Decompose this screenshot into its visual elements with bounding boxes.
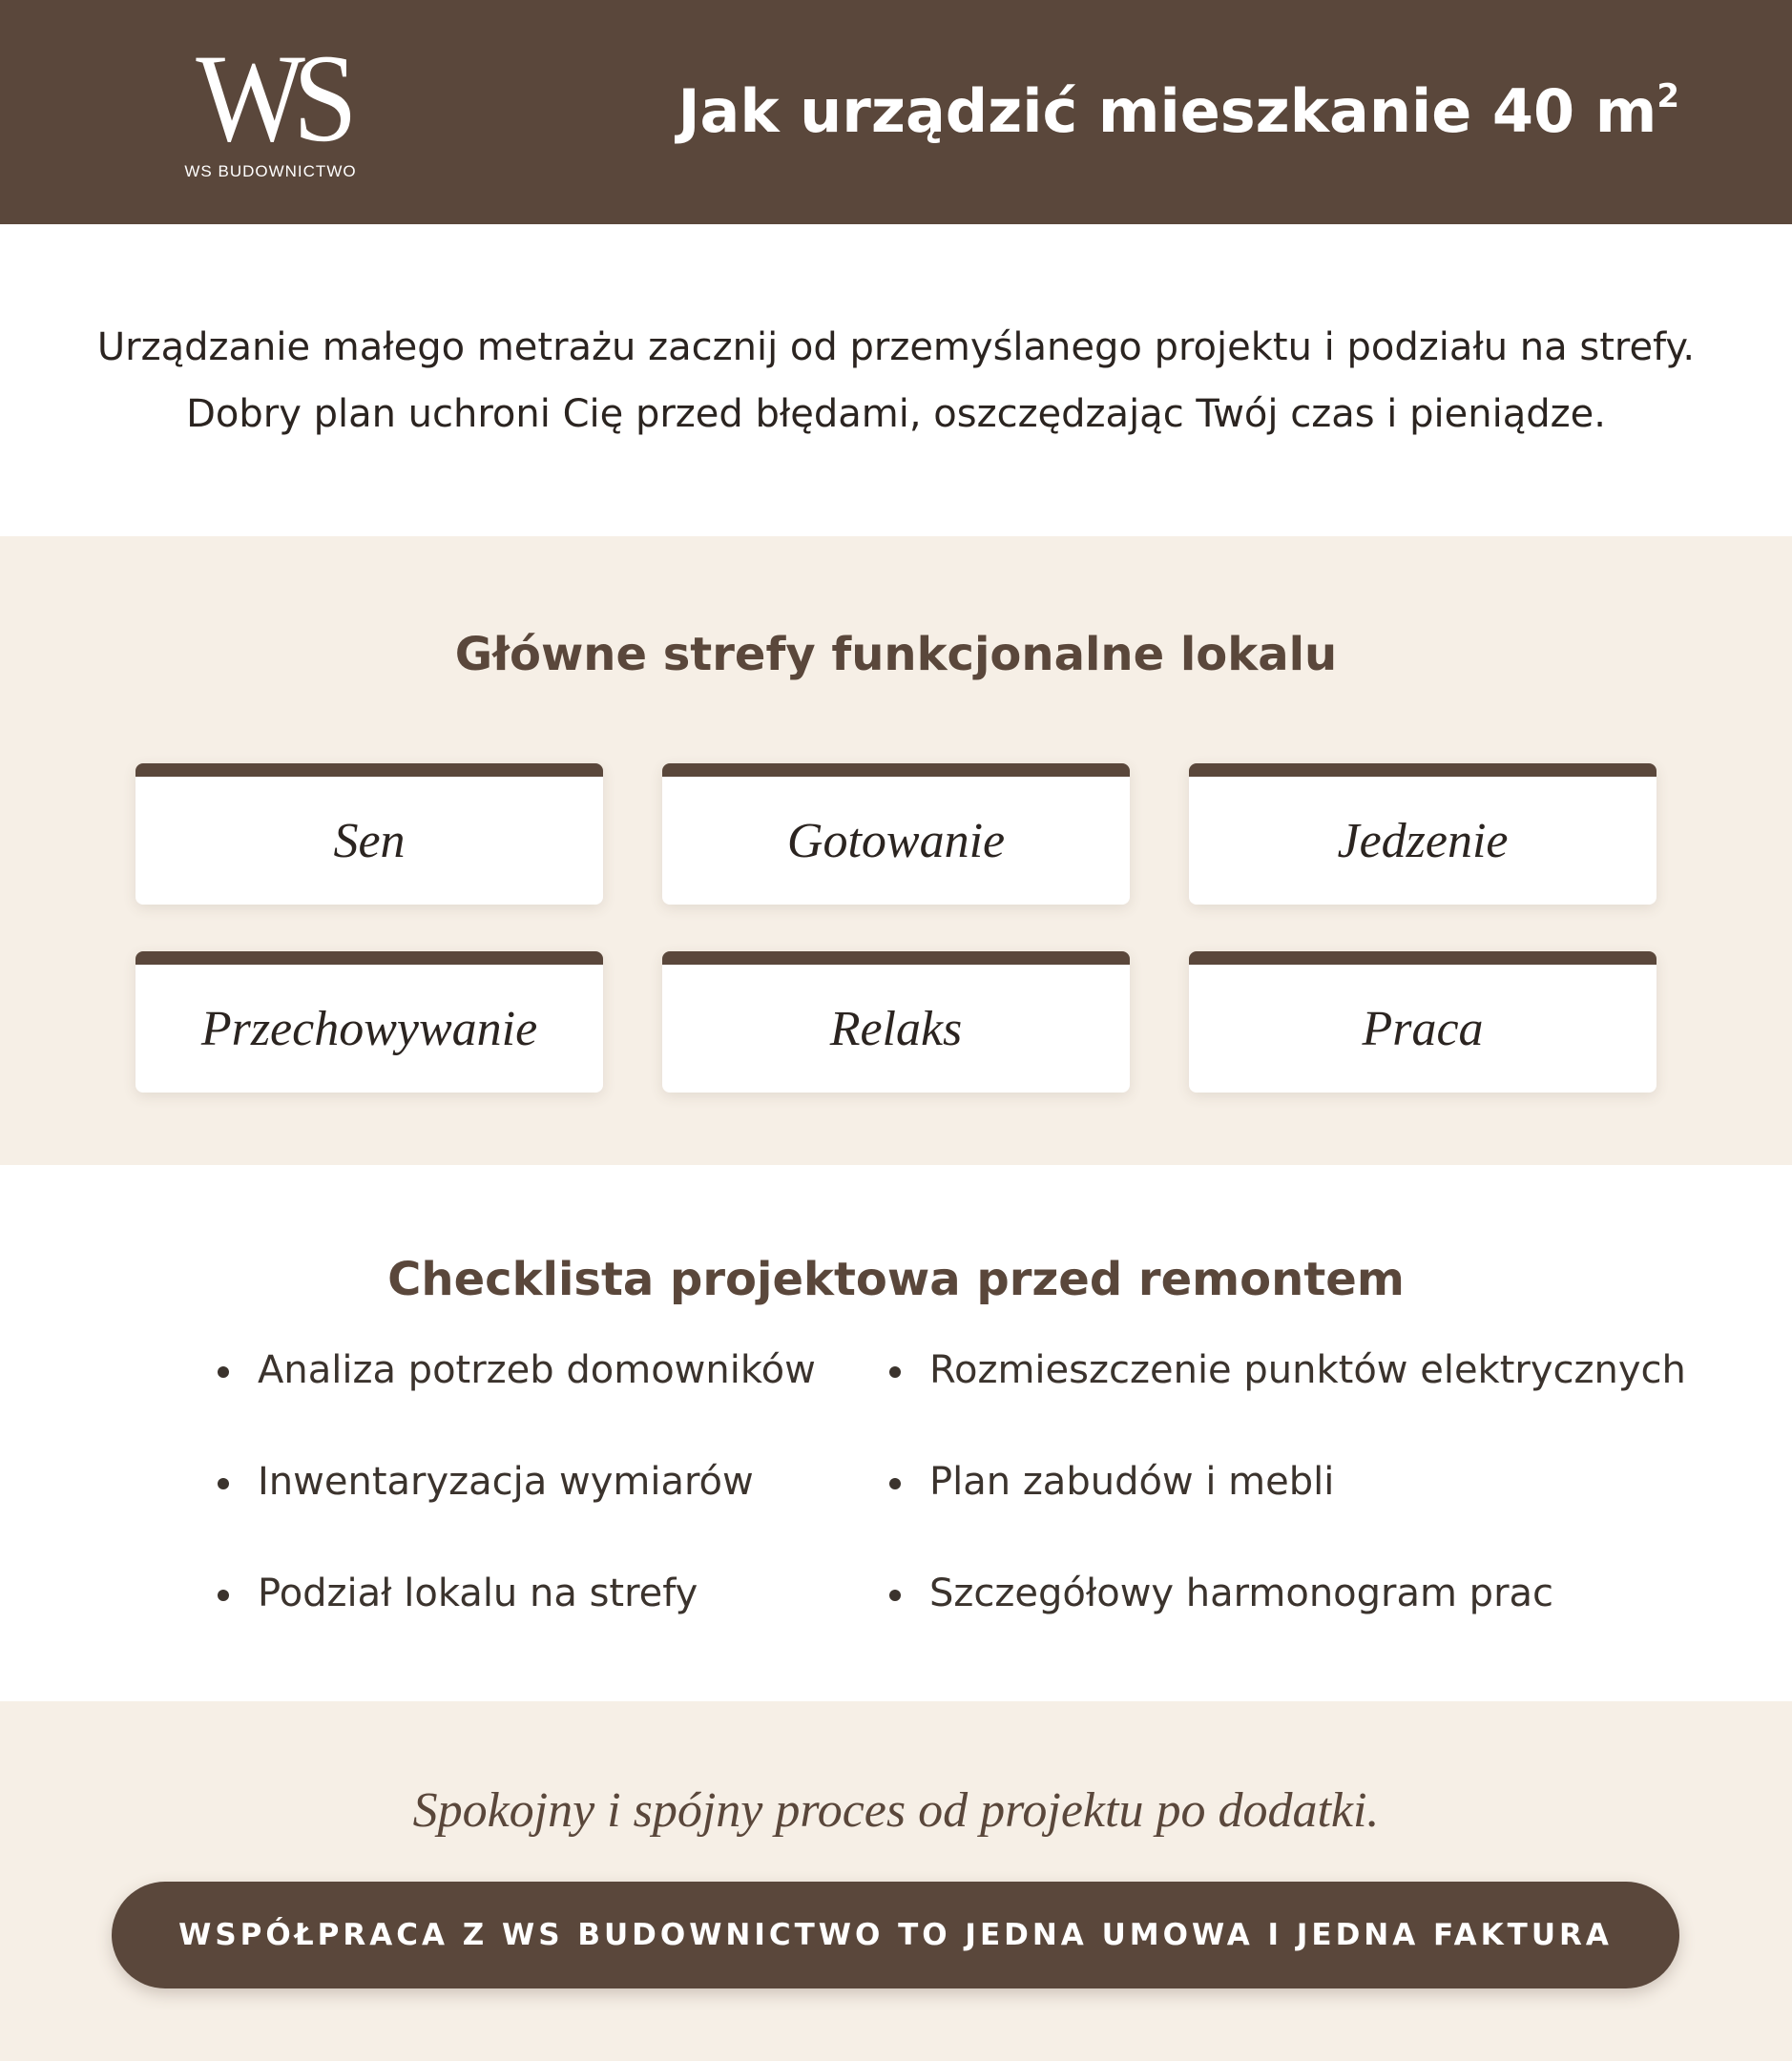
intro-line-2: Dobry plan uchroni Cię przed błędami, oszczędzając Twój czas i pieniądze.: [186, 391, 1606, 436]
ws-logo[interactable]: [177, 28, 364, 181]
cta-button[interactable]: WSPÓŁPRACA Z WS BUDOWNICTWO TO JEDNA UMOWA I JEDNA FAKTURA: [112, 1882, 1679, 1988]
checklist-right-column: [887, 1346, 1686, 1681]
zone-card-praca: [1189, 951, 1657, 1093]
zone-card-jedzenie: [1189, 763, 1657, 905]
logo-mark: WS: [196, 28, 345, 168]
zone-label: Jedzenie: [1337, 813, 1509, 868]
page-title: [677, 76, 1679, 146]
intro-line-1: Urządzanie małego metrażu zacznij od przemyślanego projektu i podziału na strefy.: [96, 324, 1696, 369]
checklist-title: Checklista projektowa przed remontem: [387, 1253, 1405, 1306]
checklist-section: [0, 1165, 1792, 1701]
title-superscript: 2: [1657, 77, 1679, 116]
checklist-item: Rozmieszczenie punktów elektrycznych: [887, 1346, 1686, 1458]
checklist-item: Szczegółowy harmonogram prac: [887, 1570, 1686, 1681]
zone-label: Sen: [333, 813, 406, 868]
zone-label: Gotowanie: [786, 813, 1006, 868]
checklist-item: Plan zabudów i mebli: [887, 1458, 1686, 1570]
tagline: Spokojny i spójny proces od projektu po dodatki.: [412, 1783, 1380, 1838]
logo-caption: WS BUDOWNICTWO: [184, 162, 357, 180]
zone-label: Przechowywanie: [200, 1001, 538, 1056]
intro-section: [0, 224, 1792, 536]
header: [0, 0, 1792, 224]
zone-card-gotowanie: [662, 763, 1130, 905]
zone-label: Relaks: [829, 1001, 963, 1056]
zone-card-sen: [135, 763, 603, 905]
zones-title: Główne strefy funkcjonalne lokalu: [454, 628, 1338, 681]
checklist-item: Inwentaryzacja wymiarów: [216, 1458, 816, 1570]
zone-card-przechowywanie: [135, 951, 603, 1093]
zone-label: Praca: [1362, 1001, 1484, 1056]
checklist-item: Podział lokalu na strefy: [216, 1570, 816, 1681]
footer-section: [0, 1701, 1792, 2061]
checklist-item: Analiza potrzeb domowników: [216, 1346, 816, 1458]
page-title-text: Jak urządzić mieszkanie 40 m: [677, 76, 1657, 146]
checklist-left-column: [216, 1346, 816, 1681]
zone-card-relaks: [662, 951, 1130, 1093]
